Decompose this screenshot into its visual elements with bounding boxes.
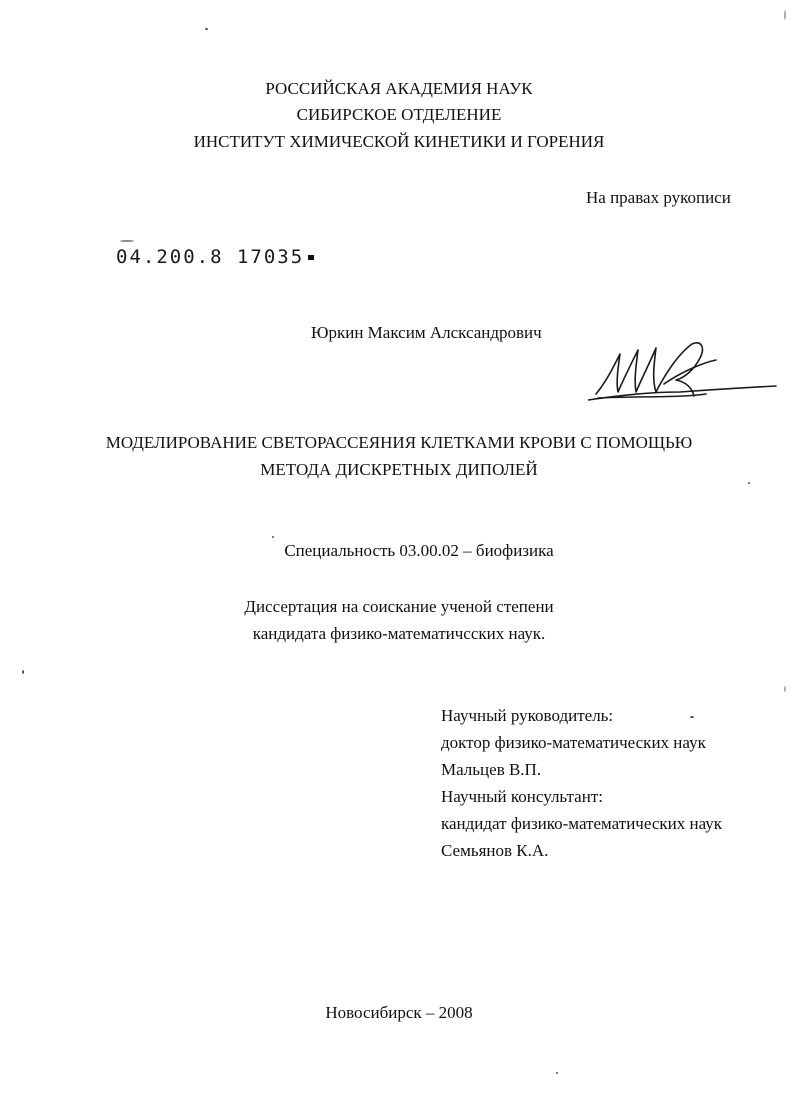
scan-speck — [22, 670, 24, 674]
thesis-title-line-2: МЕТОДА ДИСКРЕТНЫХ ДИПОЛЕЙ — [260, 460, 538, 479]
consultant-degree: кандидат физико-математических наук — [441, 814, 723, 833]
archive-code: 04.200.8 17035 — [116, 246, 305, 268]
scan-speck — [784, 686, 786, 692]
scan-speck — [784, 10, 786, 20]
academy-heading: РОССИЙСКАЯ АКАДЕМИЯ НАУК — [265, 79, 533, 98]
consultant-label: Научный консультант: — [441, 787, 603, 806]
branch-heading: СИБИРСКОЕ ОТДЕЛЕНИЕ — [296, 105, 502, 124]
author-name: Юркин Максим Алсксандрович — [311, 323, 542, 342]
degree-line-2: кандидата физико-математичсских наук. — [252, 624, 546, 643]
scan-speck — [205, 28, 208, 30]
archive-code-stamp — [116, 246, 314, 268]
supervisor-name: Мальцев В.П. — [441, 760, 542, 779]
stamp-dot — [308, 255, 314, 260]
supervisor-label: Научный руководитель: — [441, 706, 614, 725]
specialty: Специальность 03.00.02 – биофизика — [284, 541, 554, 560]
scan-speck — [690, 716, 694, 718]
rights-note: На правах рукописи — [586, 188, 731, 207]
institute-heading: ИНСТИТУТ ХИМИЧЕСКОЙ КИНЕТИКИ И ГОРЕНИЯ — [193, 132, 605, 151]
degree-line-1: Диссертация на соискание ученой степени — [244, 597, 554, 616]
scan-speck — [120, 240, 134, 242]
scan-speck — [272, 536, 274, 538]
city-year-footer: Новосибирск – 2008 — [325, 1003, 473, 1022]
scan-speck — [556, 1072, 558, 1074]
thesis-title-line-1: МОДЕЛИРОВАНИЕ СВЕТОРАССЕЯНИЯ КЛЕТКАМИ КРОВИ С ПОМОЩЬЮ — [105, 433, 693, 452]
scan-speck — [748, 482, 750, 484]
supervisor-degree: доктор физико-математических наук — [441, 733, 706, 752]
consultant-name: Семьянов К.А. — [441, 841, 549, 860]
author-signature — [588, 336, 778, 408]
